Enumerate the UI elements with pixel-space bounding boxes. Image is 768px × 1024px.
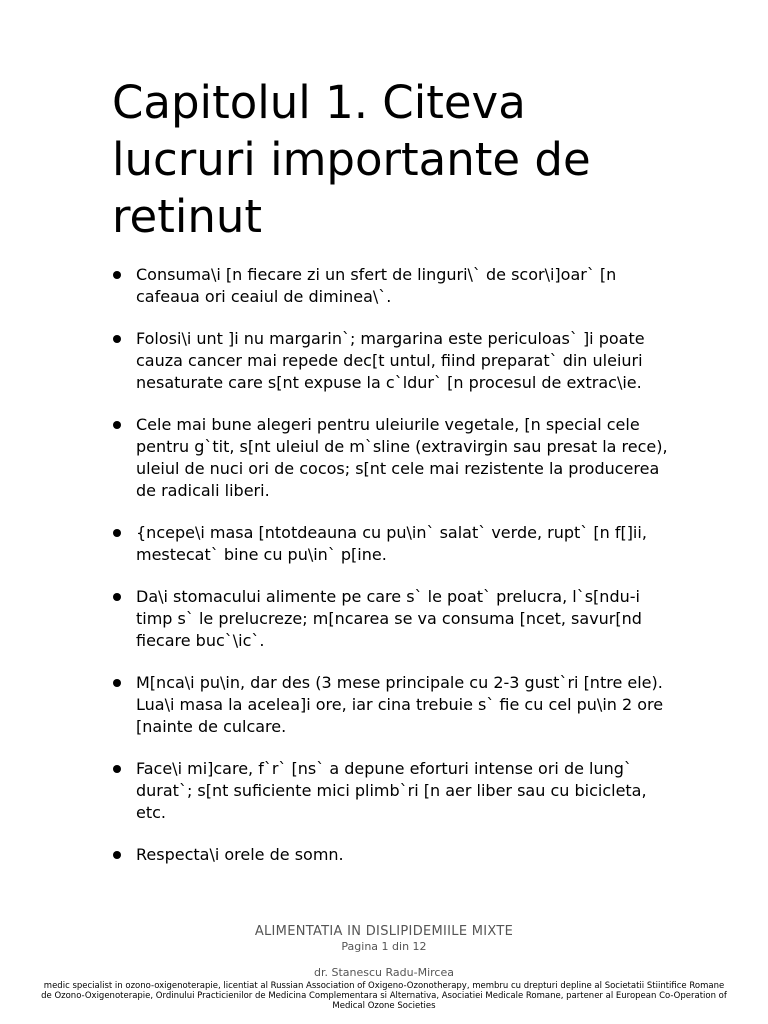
bullet-list: [112, 264, 672, 886]
page-number: Pagina 1 din 12: [341, 940, 427, 953]
list-item-text: Folosi\i unt ]i nu margarin`; margarina este periculoas` ]i poate cauza cancer mai repede dec[t untul, fiind preparat` din uleiuri nesaturate care s[nt expuse la c`ldur` [n procesul de extrac\ie.: [136, 329, 645, 392]
list-item-text: M[nca\i pu\in, dar des (3 mese principale cu 2-3 gust`ri [ntre ele). Lua\i masa la acelea]i ore, iar cina trebuie s` fie cu cel pu\in 2 ore [nainte de culcare.: [136, 673, 664, 736]
bullet-icon: [113, 421, 121, 429]
list-item-text: Consuma\i [n fiecare zi un sfert de linguri\` de scor\i]oar` [n cafeaua ori ceaiul de diminea\`.: [136, 265, 617, 306]
list-item: [112, 672, 672, 738]
bullet-icon: [113, 851, 121, 859]
list-item-text: Da\i stomacului alimente pe care s` le poat` prelucra, l`s[ndu-i timp s` le prelucreze; m[ncarea se va consuma [ncet, savur[nd fiecare buc`\ic`.: [136, 587, 642, 650]
list-item: [112, 844, 672, 866]
list-item: [112, 586, 672, 652]
bullet-icon: [113, 679, 121, 687]
list-item-text: Respecta\i orele de somn.: [136, 845, 344, 864]
bullet-icon: [113, 593, 121, 601]
list-item: [112, 264, 672, 308]
list-item: [112, 414, 672, 502]
bullet-icon: [113, 271, 121, 279]
list-item: [112, 758, 672, 824]
footer-credentials: medic specialist in ozono-oxigenoterapie, licentiat al Russian Association of Oxigeno-Ozonotherapy, membru cu drepturi depline al Societatii Stiintifice Romane de Ozono-Oxigenoterapie, Ordinului Practicienilor de Medicina Complementara si Alternativa, Asociatiei Medicale Romane, partener al European Co-Operation of Medical Ozone Societies: [41, 981, 727, 1011]
page-title: Capitolul 1. Citeva lucruri importante de retinut: [112, 76, 591, 243]
bullet-icon: [113, 335, 121, 343]
bullet-icon: [113, 529, 121, 537]
list-item-text: Cele mai bune alegeri pentru uleiurile vegetale, [n special cele pentru g`tit, s[nt uleiul de m`sline (extravirgin sau presat la rece), uleiul de nuci ori de cocos; s[nt cele mai rezistente la producerea de radicali liberi.: [136, 415, 668, 500]
list-item: [112, 328, 672, 394]
list-item: [112, 522, 672, 566]
list-item-text: {ncepe\i masa [ntotdeauna cu pu\in` salat` verde, rupt` [n f[]ii, mestecat` bine cu pu\in` p[ine.: [136, 523, 647, 564]
bullet-icon: [113, 765, 121, 773]
list-item-text: Face\i mi]care, f`r` [ns` a depune eforturi intense ori de lung` durat`; s[nt suficiente mici plimb`ri [n aer liber sau cu bicicleta, etc.: [136, 759, 647, 822]
footer-author: dr. Stanescu Radu-Mircea: [314, 966, 454, 979]
footer-title: ALIMENTATIA IN DISLIPIDEMIILE MIXTE: [254, 924, 514, 939]
